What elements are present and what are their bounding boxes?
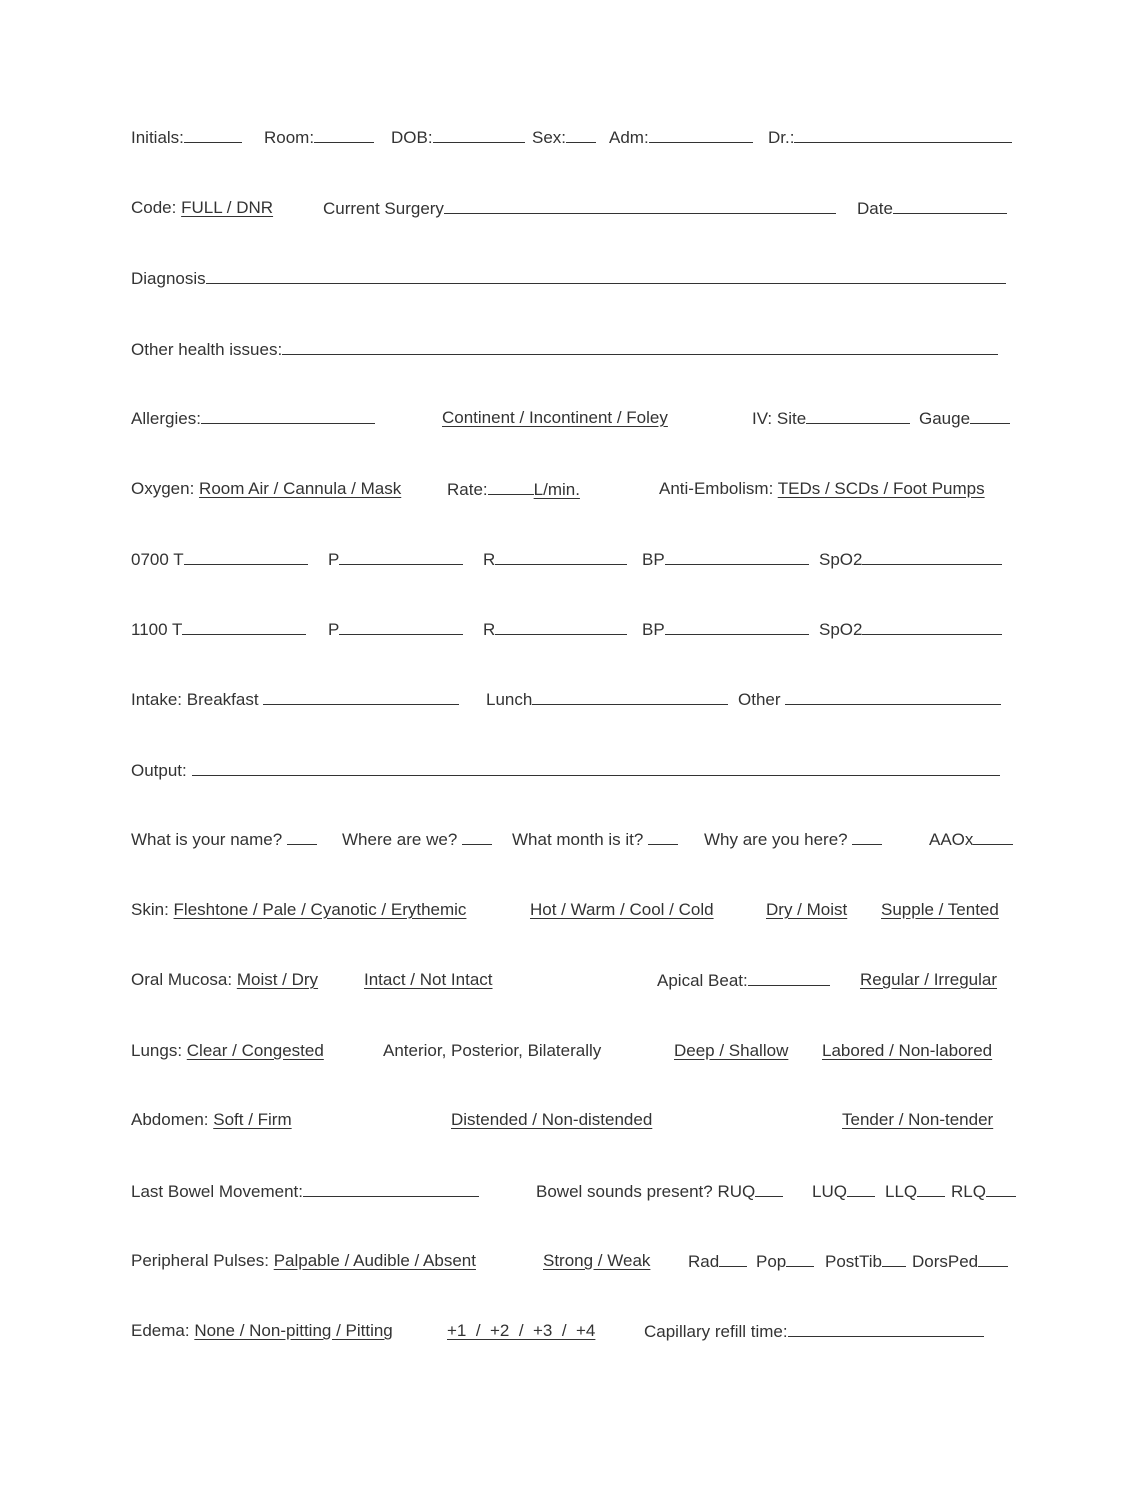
row-edema [131,1319,1019,1343]
pulse-strength-options[interactable]: Strong / Weak [543,1251,651,1270]
date-field[interactable] [893,196,1007,214]
temp-field[interactable] [184,547,308,565]
skin-color-options[interactable]: Fleshtone / Pale / Cyanotic / Erythemic [173,900,467,919]
row-intake [131,687,1019,711]
output-label: Output: [131,761,187,780]
edema-grade-options[interactable]: +1 / +2 / +3 / +4 [447,1321,596,1340]
skin-label: Skin: [131,900,169,919]
current-surgery-label: Current Surgery [323,199,444,218]
pop-field[interactable] [786,1249,814,1267]
llq-label: LLQ [885,1182,918,1201]
other-health-field[interactable] [282,337,998,355]
bp-label: BP [642,620,665,639]
room-field[interactable] [314,125,374,143]
temp-field[interactable] [182,617,306,635]
q-name-field[interactable] [287,827,317,845]
posttib-label: PostTib [825,1252,883,1271]
vitals-time: 1100 T [131,620,183,639]
edema-label: Edema: [131,1321,190,1340]
skin-temp-options[interactable]: Hot / Warm / Cool / Cold [530,900,714,919]
lunch-label: Lunch [486,690,533,709]
dorsped-field[interactable] [978,1249,1008,1267]
resp-label: R [483,550,496,569]
row-diagnosis [131,266,1019,290]
bowel-sounds-ruq-label: Bowel sounds present? RUQ [536,1182,756,1201]
adm-label: Adm: [609,128,649,147]
row-code-surgery [131,196,1019,220]
posttib-field[interactable] [882,1249,906,1267]
luq-field[interactable] [847,1179,875,1197]
pulses-label: Peripheral Pulses: [131,1251,269,1270]
resp-field[interactable] [495,547,627,565]
rate-label: Rate: [447,480,488,499]
initials-label: Initials: [131,128,184,147]
rlq-label: RLQ [951,1182,986,1201]
row-abdomen [131,1108,1019,1132]
rad-field[interactable] [719,1249,747,1267]
sex-field[interactable] [566,125,596,143]
last-bm-label: Last Bowel Movement: [131,1182,303,1201]
cap-refill-label: Capillary refill time: [644,1322,788,1341]
spo2-label: SpO2 [819,550,863,569]
lungs-label: Lungs: [131,1041,183,1060]
row-output [131,758,1019,782]
q-name-label: What is your name? [131,830,283,849]
other-intake-field[interactable] [785,687,1001,705]
apical-beat-field[interactable] [748,968,830,986]
luq-label: LUQ [812,1182,847,1201]
oral-label: Oral Mucosa: [131,970,233,989]
resp-field[interactable] [495,617,627,635]
row-lungs [131,1039,1019,1063]
q-why-field[interactable] [852,827,882,845]
bp-label: BP [642,550,665,569]
iv-site-field[interactable] [806,406,910,424]
llq-field[interactable] [917,1179,945,1197]
rhythm-options[interactable]: Regular / Irregular [860,970,998,989]
other-health-label: Other health issues: [131,340,283,359]
row-vitals-0700 [131,547,1019,571]
adm-field[interactable] [649,125,753,143]
initials-field[interactable] [184,125,242,143]
abdomen-label: Abdomen: [131,1110,209,1129]
lung-location: Anterior, Posterior, Bilaterally [383,1041,602,1060]
diagnosis-field[interactable] [206,266,1006,284]
gauge-field[interactable] [970,406,1010,424]
lung-effort-options[interactable]: Labored / Non-labored [822,1041,993,1060]
rate-field[interactable] [488,477,534,495]
lung-depth-options[interactable]: Deep / Shallow [674,1041,789,1060]
row-bowel [131,1179,1019,1203]
q-month-label: What month is it? [512,830,644,849]
code-label: Code: [131,198,177,217]
room-label: Room: [264,128,315,147]
resp-label: R [483,620,496,639]
date-label: Date [857,199,893,218]
cap-refill-field[interactable] [788,1319,984,1337]
anti-embolism-label: Anti-Embolism: [659,479,774,498]
iv-site-label: IV: Site [752,409,807,428]
bp-field[interactable] [665,547,809,565]
current-surgery-field[interactable] [444,196,836,214]
breakfast-field[interactable] [263,687,459,705]
abdomen-tenderness-options[interactable]: Tender / Non-tender [842,1110,994,1129]
row-vitals-1100 [131,617,1019,641]
pulse-presence-options[interactable]: Palpable / Audible / Absent [273,1251,476,1270]
q-month-field[interactable] [648,827,678,845]
diagnosis-label: Diagnosis [131,269,206,288]
row-skin [131,898,1019,922]
spo2-label: SpO2 [819,620,863,639]
output-field[interactable] [192,758,1000,776]
rate-unit: L/min. [533,480,580,499]
aaox-label: AAOx [929,830,974,849]
rlq-field[interactable] [986,1179,1016,1197]
abdomen-distension-options[interactable]: Distended / Non-distended [451,1110,653,1129]
sex-label: Sex: [532,128,567,147]
spo2-field[interactable] [862,547,1002,565]
dob-label: DOB: [391,128,433,147]
last-bm-field[interactable] [303,1179,479,1197]
row-other-health [131,337,1019,361]
gauge-label: Gauge [919,409,971,428]
pop-label: Pop [756,1252,787,1271]
skin-moisture-options[interactable]: Dry / Moist [766,900,848,919]
oral-moisture-options[interactable]: Moist / Dry [236,970,319,989]
pulse-label: P [328,620,340,639]
breakfast-label: Intake: Breakfast [131,690,259,709]
dob-field[interactable] [433,125,525,143]
q-why-label: Why are you here? [704,830,848,849]
apical-beat-label: Apical Beat: [657,971,748,990]
pulse-field[interactable] [339,547,463,565]
lung-sound-options[interactable]: Clear / Congested [186,1041,324,1060]
oral-integrity-options[interactable]: Intact / Not Intact [364,970,493,989]
row-orientation [131,827,1019,851]
pulse-label: P [328,550,340,569]
allergies-field[interactable] [201,406,375,424]
aaox-field[interactable] [973,827,1013,845]
continence-options[interactable]: Continent / Incontinent / Foley [442,408,668,427]
rad-label: Rad [688,1252,720,1271]
skin-turgor-options[interactable]: Supple / Tented [881,900,999,919]
bp-field[interactable] [665,617,809,635]
row-oral-mucosa [131,968,1019,992]
dorsped-label: DorsPed [912,1252,979,1271]
allergies-label: Allergies: [131,409,201,428]
spo2-field[interactable] [862,617,1002,635]
anti-embolism-options[interactable]: TEDs / SCDs / Foot Pumps [777,479,985,498]
row-allergies [131,406,1019,430]
edema-type-options[interactable]: None / Non-pitting / Pitting [194,1321,393,1340]
code-options[interactable]: FULL / DNR [181,198,274,217]
ruq-field[interactable] [755,1179,783,1197]
oxygen-options[interactable]: Room Air / Cannula / Mask [199,479,402,498]
vitals-time: 0700 T [131,550,184,569]
lunch-field[interactable] [532,687,728,705]
pulse-field[interactable] [339,617,463,635]
dr-field[interactable] [794,125,1012,143]
other-intake-label: Other [738,690,781,709]
row-oxygen [131,477,1019,501]
q-where-field[interactable] [462,827,492,845]
q-where-label: Where are we? [342,830,458,849]
abdomen-firmness-options[interactable]: Soft / Firm [213,1110,292,1129]
oxygen-label: Oxygen: [131,479,195,498]
row-patient-info [131,125,1019,149]
dr-label: Dr.: [768,128,795,147]
row-pulses [131,1249,1019,1273]
